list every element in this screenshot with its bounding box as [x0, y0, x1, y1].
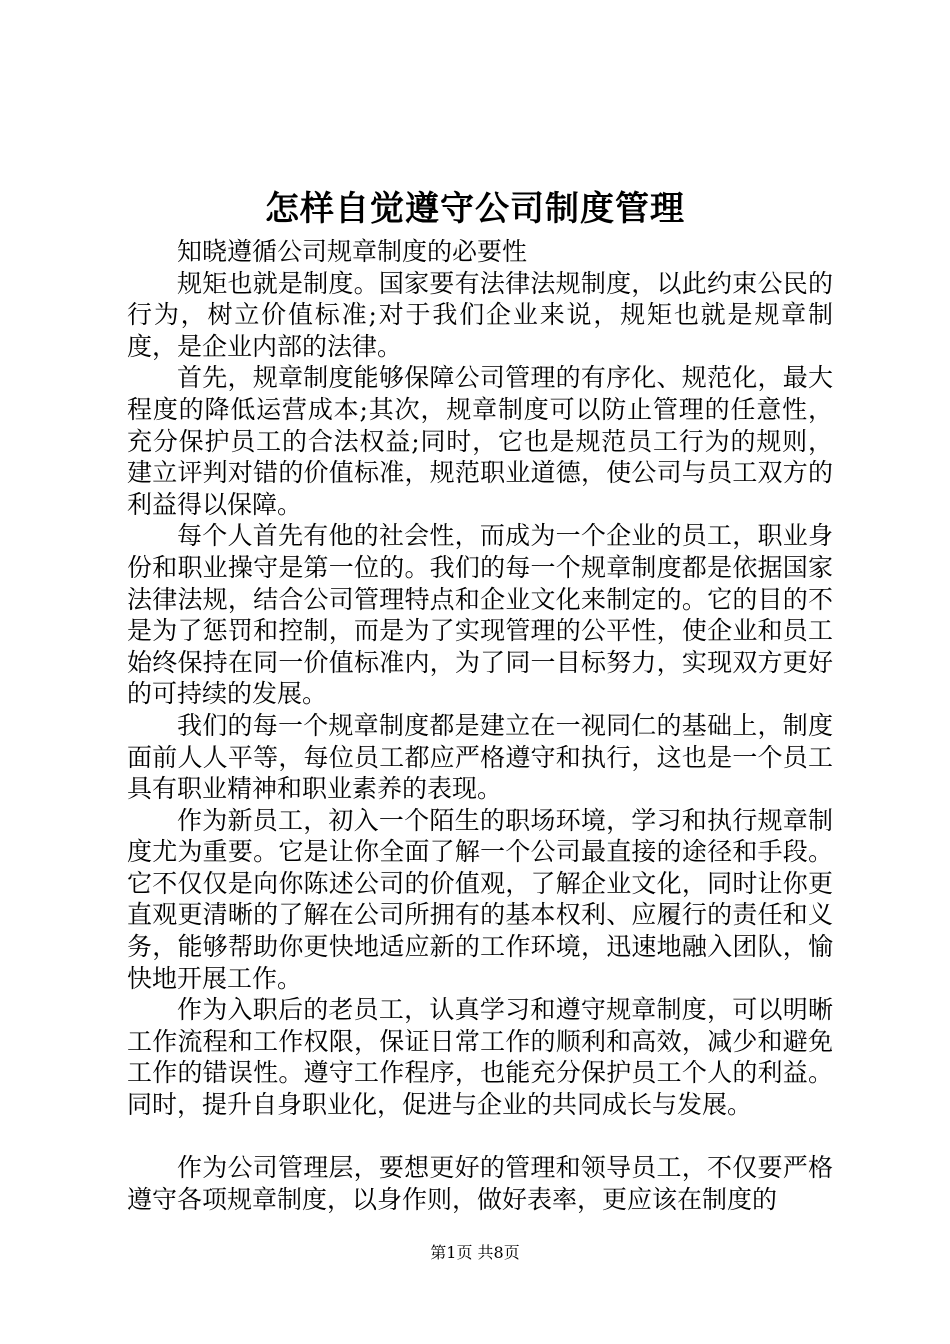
paragraph: 规矩也就是制度。国家要有法律法规制度，以此约束公民的行为，树立价值标准;对于我们企业来说，规矩也就是规章制度，是企业内部的法律。 [127, 268, 833, 361]
paragraph: 作为公司管理层，要想更好的管理和领导员工，不仅要严格遵守各项规章制度，以身作则，做好表率，更应该在制度的 [127, 1153, 833, 1214]
document-body [127, 236, 833, 1215]
paragraph: 我们的每一个规章制度都是建立在一视同仁的基础上，制度面前人人平等，每位员工都应严格遵守和执行，这也是一个员工具有职业精神和职业素养的表现。 [127, 710, 833, 804]
paragraph: 首先，规章制度能够保障公司管理的有序化、规范化，最大程度的降低运营成本;其次，规章制度可以防止管理的任意性，充分保护员工的合法权益;同时，它也是规范员工行为的规则，建立评判对错的价值标准，规范职业道德，使公司与员工双方的利益得以保障。 [127, 363, 833, 519]
document-title: 怎样自觉遵守公司制度管理 [265, 189, 685, 229]
paragraph-heading: 知晓遵循公司规章制度的必要性 [177, 237, 528, 266]
paragraph: 作为新员工，初入一个陌生的职场环境，学习和执行规章制度尤为重要。它是让你全面了解一个公司最直接的途径和手段。它不仅仅是向你陈述公司的价值观，了解企业文化，同时让你更直观更清晰的了解在公司所拥有的基本权利、应履行的责任和义务，能够帮助你更快地适应新的工作环境，迅速地融入团队，愉快地开展工作。 [127, 805, 833, 993]
paragraph: 作为入职后的老员工，认真学习和遵守规章制度，可以明晰工作流程和工作权限，保证日常工作的顺利和高效，减少和避免工作的错误性。遵守工作程序，也能充分保护员工个人的利益。同时，提升自身职业化，促进与企业的共同成长与发展。 [127, 995, 833, 1120]
page-number-footer: 第1页 共8页 [430, 1243, 520, 1262]
paragraph: 每个人首先有他的社会性，而成为一个企业的员工，职业身份和职业操守是第一位的。我们的每一个规章制度都是依据国家法律法规，结合公司管理特点和企业文化来制定的。它的目的不是为了惩罚和控制，而是为了实现管理的公平性，使企业和员工始终保持在同一价值标准内，为了同一目标努力，实现双方更好的可持续的发展。 [127, 521, 833, 709]
